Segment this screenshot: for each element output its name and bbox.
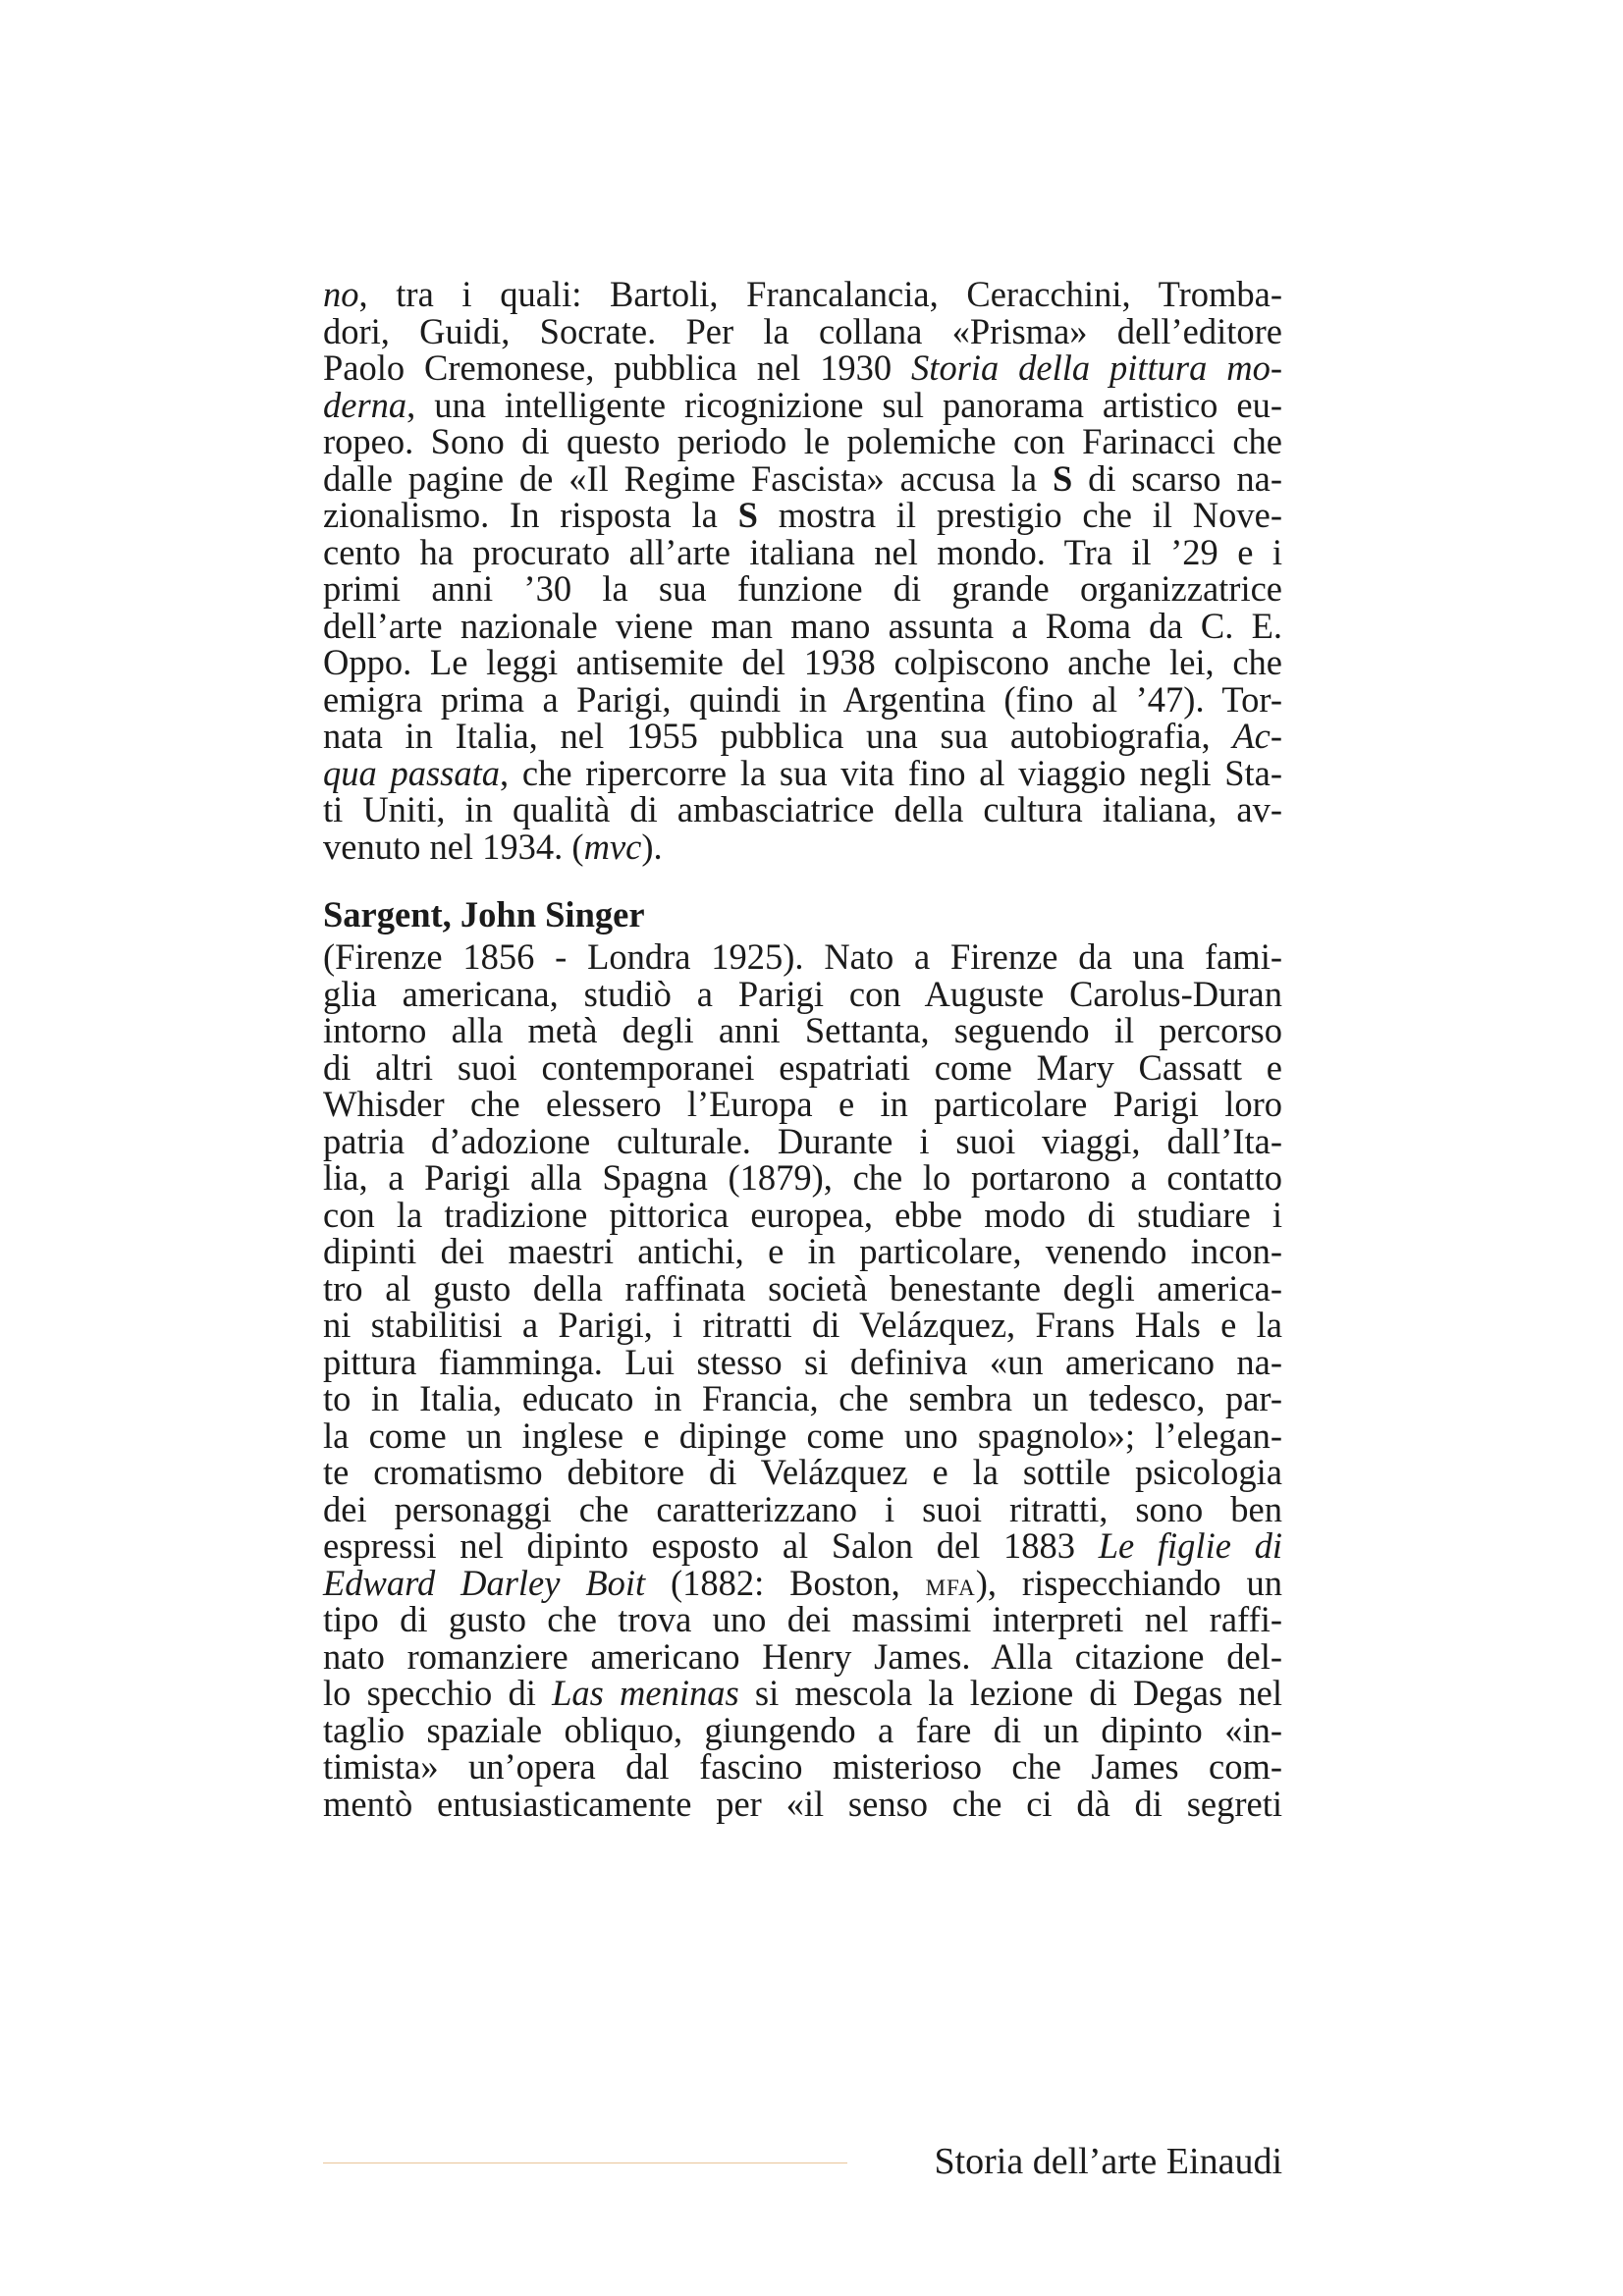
text-line: nata in Italia, nel 1955 pubblica una sua autobiografia, Ac- xyxy=(323,716,1282,756)
text-line: dipinti dei maestri antichi, e in particolare, venendo incon- xyxy=(323,1231,1282,1271)
text-line: ni stabilitisi a Parigi, i ritratti di Velázquez, Frans Hals e la xyxy=(323,1305,1282,1345)
text-line: espressi nel dipinto esposto al Salon del 1883 Le figlie di xyxy=(323,1525,1282,1566)
text-line: ropeo. Sono di questo periodo le polemiche con Farinacci che xyxy=(323,421,1282,461)
text-line: Oppo. Le leggi antisemite del 1938 colpiscono anche lei, che xyxy=(323,642,1282,682)
text-line: dori, Guidi, Socrate. Per la collana «Prisma» dell’editore xyxy=(323,310,1282,351)
entry-heading: Sargent, John Singer xyxy=(323,894,645,934)
text-line: tro al gusto della raffinata società benestante degli america- xyxy=(323,1267,1282,1308)
text-line: cento ha procurato all’arte italiana nel mondo. Tra il ’29 e i xyxy=(323,531,1282,572)
text-line: qua passata, che ripercorre la sua vita fino al viaggio negli Sta- xyxy=(323,752,1282,793)
text-line: ti Uniti, in qualità di ambasciatrice della cultura italiana, av- xyxy=(323,789,1282,829)
text-line: glia americana, studiò a Parigi con Auguste Carolus-Duran xyxy=(323,973,1282,1014)
italic-text: Edward Darley Boit xyxy=(323,1562,646,1603)
text-line: con la tradizione pittorica europea, ebbe modo di studiare i xyxy=(323,1194,1282,1235)
text-line: Edward Darley Boit (1882: Boston, mfa), rispecchiando un xyxy=(323,1562,1282,1603)
text-line: la come un inglese e dipinge come uno spagnolo»; l’elegan- xyxy=(323,1415,1282,1456)
text-line: dalle pagine de «Il Regime Fascista» accusa la S di scarso na- xyxy=(323,457,1282,499)
bold-text: S xyxy=(737,495,758,535)
page-body xyxy=(323,276,1282,1822)
text-line: zionalismo. In risposta la S mostra il prestigio che il Nove- xyxy=(323,495,1282,535)
section-gap xyxy=(323,865,1282,893)
text-line: venuto nel 1934. (mvc). xyxy=(323,826,663,867)
text-line: taglio spaziale obliquo, giungendo a fare di un dipinto «in- xyxy=(323,1709,1282,1750)
text-line: di altri suoi contemporanei espatriati come Mary Cassatt e xyxy=(323,1046,1282,1088)
bold-text: S xyxy=(1052,457,1073,499)
text-line: lo specchio di Las meninas si mescola la lezione di Degas nel xyxy=(323,1673,1282,1713)
text-line: dei personaggi che caratterizzano i suoi ritratti, sono ben xyxy=(323,1488,1282,1529)
text-line: tipo di gusto che trova uno dei massimi interpreti nel raffi- xyxy=(323,1599,1282,1639)
italic-text: Ac- xyxy=(1232,716,1282,756)
text-line: Paolo Cremonese, pubblica nel 1930 Storia della pittura mo- xyxy=(323,347,1282,388)
text-line: no, tra i quali: Bartoli, Francalancia, Ceracchini, Tromba- xyxy=(323,274,1282,314)
text-line: mentò entusiasticamente per «il senso che ci dà di segreti xyxy=(323,1783,1282,1824)
text-line: te cromatismo debitore di Velázquez e la sottile psicologia xyxy=(323,1452,1282,1492)
italic-text: Storia della pittura mo- xyxy=(911,347,1282,388)
italic-text: qua passata xyxy=(323,752,501,793)
text-line: dell’arte nazionale viene man mano assunta a Roma da C. E. xyxy=(323,605,1282,646)
text-line: nato romanziere americano Henry James. Alla citazione del- xyxy=(323,1635,1282,1677)
italic-text: Las meninas xyxy=(552,1673,739,1713)
text-line: Whisder che elessero l’Europa e in particolare Parigi loro xyxy=(323,1084,1282,1124)
entry-paragraph xyxy=(323,938,1282,1822)
text-line: emigra prima a Parigi, quindi in Argentina (fino al ’47). Tor- xyxy=(323,678,1282,720)
italic-text: derna xyxy=(323,384,407,425)
italic-text: mvc xyxy=(583,826,642,867)
text-line: to in Italia, educato in Francia, che sembra un tedesco, par- xyxy=(323,1378,1282,1418)
text-line: intorno alla metà degli anni Settanta, seguendo il percorso xyxy=(323,1010,1282,1050)
small-caps-text: mfa xyxy=(925,1567,976,1603)
text-line: patria d’adozione culturale. Durante i suoi viaggi, dall’Ita- xyxy=(323,1120,1282,1161)
italic-text: no xyxy=(323,274,359,314)
italic-text: Le figlie di xyxy=(1098,1525,1282,1566)
text-line: derna, una intelligente ricognizione sul panorama artistico eu- xyxy=(323,384,1282,425)
text-line: timista» un’opera dal fascino misterioso che James com- xyxy=(323,1746,1282,1787)
text-line: lia, a Parigi alla Spagna (1879), che lo portarono a contatto xyxy=(323,1157,1282,1198)
footer-title: Storia dell’arte Einaudi xyxy=(934,2141,1282,2182)
text-line: pittura fiamminga. Lui stesso si definiva «un americano na- xyxy=(323,1341,1282,1382)
text-line: primi anni ’30 la sua funzione di grande organizzatrice xyxy=(323,568,1282,609)
paragraph-continued xyxy=(323,276,1282,865)
text-line: (Firenze 1856 - Londra 1925). Nato a Firenze da una fami- xyxy=(323,936,1282,977)
